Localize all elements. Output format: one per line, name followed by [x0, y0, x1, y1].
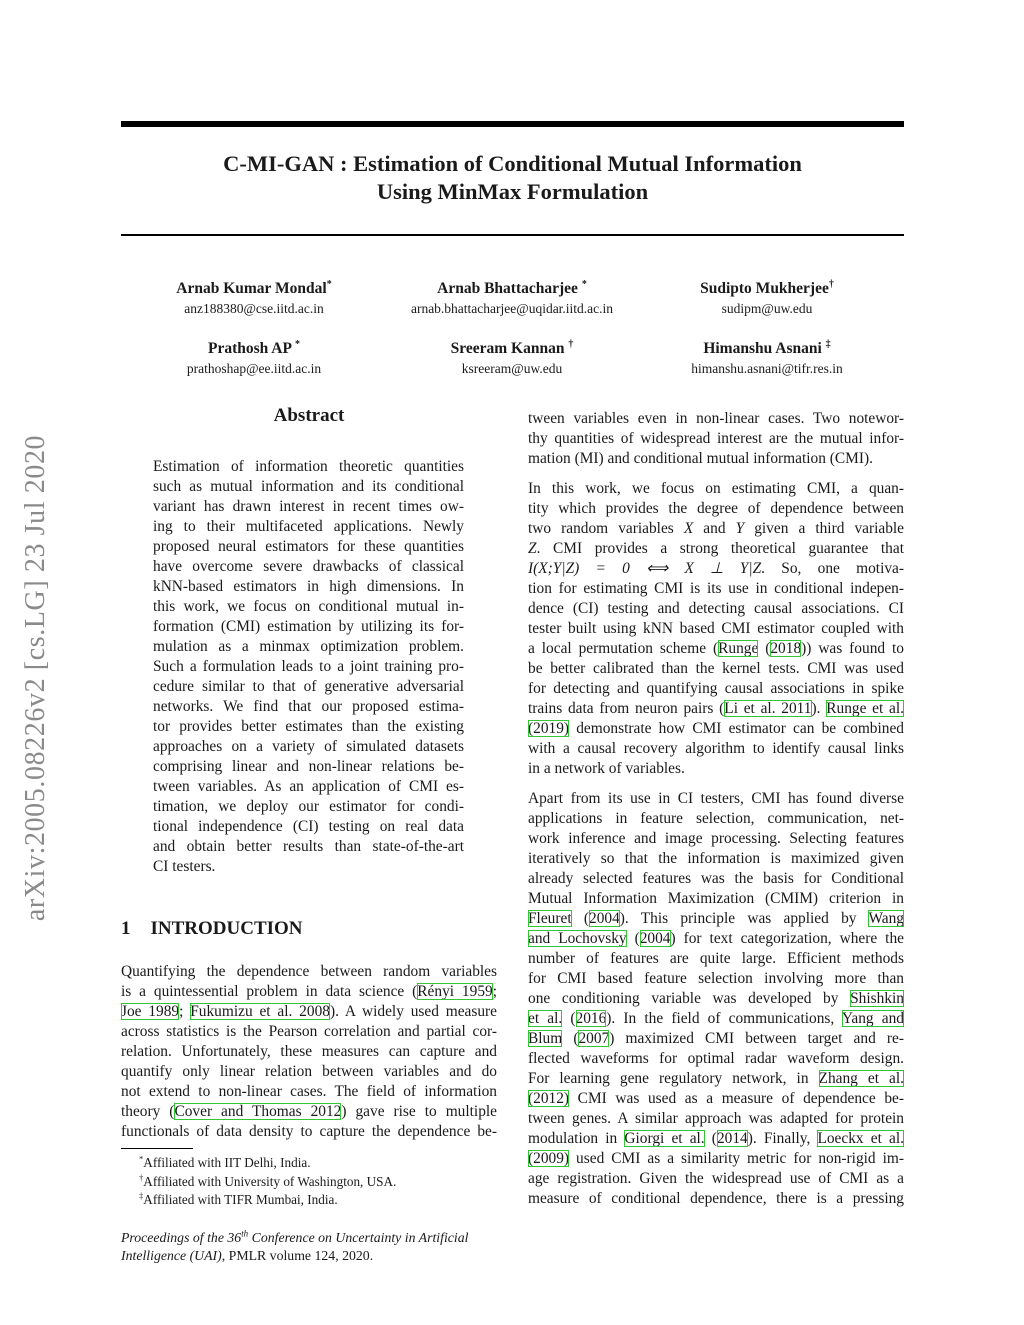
citation-link[interactable]: Joe 1989 — [121, 1003, 180, 1020]
body-line: iteratively so that the information is maximized given — [528, 850, 904, 867]
citation-link[interactable]: Wang — [868, 910, 904, 927]
abstract-line: formation (CMI) estimation by utilizing its for- — [153, 618, 464, 635]
abstract-line: proposed neural estimators for these quantities — [153, 538, 464, 555]
footnote: ‡Affiliated with TIFR Mumbai, India. — [139, 1190, 338, 1207]
citation-link[interactable]: Cover and Thomas 2012 — [174, 1103, 342, 1120]
intro-line: theory (Cover and Thomas 2012) gave rise to multiple — [121, 1103, 498, 1120]
intro-line: Joe 1989; Fukumizu et al. 2008). A widely used measure — [121, 1003, 498, 1020]
intro-line: quantify only linear relation between variables and do — [121, 1063, 497, 1080]
body-line: (2019) demonstrate how CMI estimator can be combined — [528, 720, 904, 737]
abstract-line: this work, we focus on conditional mutual in- — [153, 598, 464, 615]
body-line: (2009) used CMI as a similarity metric for non-rigid im- — [528, 1150, 904, 1167]
abstract-line: Such a formulation leads to a joint training pro- — [153, 658, 464, 675]
body-line: and Lochovsky (2004) for text categorization, where the — [528, 930, 904, 947]
body-line: one conditioning variable was developed by Shishkin — [528, 990, 904, 1007]
abstract-line: such as mutual information and its conditional — [153, 478, 464, 495]
citation-link[interactable]: et al. — [528, 1010, 563, 1027]
body-line: (2012) CMI was used as a measure of dependence be- — [528, 1090, 904, 1107]
body-line: a local permutation scheme (Runge (2018)) was found to — [528, 640, 904, 657]
citation-link[interactable]: Runge — [718, 640, 759, 657]
math-formula: I(X;Y|Z) = 0 ⟺ X ⊥ Y|Z — [528, 560, 762, 577]
citation-link[interactable]: Yang and — [841, 1010, 904, 1027]
body-line: work inference and image processing. Selecting features — [528, 830, 904, 847]
intro-line: Quantifying the dependence between random variables — [121, 963, 497, 980]
author-block: Arnab Kumar Mondal* anz188380@cse.iitd.ac.in — [176, 278, 332, 316]
body-line: trains data from neuron pairs (Li et al. 2011). Runge et al. — [528, 700, 904, 717]
author-block: Sreeram Kannan † ksreeram@uw.edu — [450, 338, 574, 376]
abstract-line: and obtain better results than state-of-the-art — [153, 838, 464, 855]
citation-link[interactable]: Li et al. 2011 — [724, 700, 812, 717]
abstract-line: cedure similar to that of generative adversarial — [153, 678, 464, 695]
abstract-line: variant has drawn interest in recent times ow- — [153, 498, 464, 515]
abstract-line: networks. We find that our proposed estima- — [153, 698, 464, 715]
body-line: number of features are quite large. Efficient methods — [528, 950, 904, 967]
body-line: thy quantities of widespread interest are the mutual infor- — [528, 430, 904, 447]
intro-line: relation. Unfortunately, these measures can capture and — [121, 1043, 497, 1060]
body-line: flected waveforms for optimal radar waveform design. — [528, 1050, 904, 1067]
citation-link[interactable]: 2004 — [639, 930, 671, 947]
body-line: et al. (2016). In the field of communications, Yang and — [528, 1010, 904, 1027]
citation-link[interactable]: 2007 — [578, 1030, 610, 1047]
body-line: already selected features was the basis for Conditional — [528, 870, 904, 887]
body-line: age registration. Given the widespread use of CMI as a — [528, 1170, 904, 1187]
citation-link[interactable]: Fleuret — [528, 910, 572, 927]
body-line: For learning gene regulatory network, in Zhang et al. — [528, 1070, 904, 1087]
arxiv-stamp: arXiv:2005.08226v2 [cs.LG] 23 Jul 2020 — [19, 434, 51, 922]
abstract-line: CI testers. — [153, 858, 216, 875]
citation-link[interactable]: Giorgi et al. — [624, 1130, 705, 1147]
body-line: applications in feature selection, communication, net- — [528, 810, 904, 827]
footnote: *Affiliated with IIT Delhi, India. — [139, 1153, 311, 1170]
body-line: Z. CMI provides a strong theoretical guarantee that — [528, 540, 904, 557]
footnote: †Affiliated with University of Washington, USA. — [139, 1172, 397, 1189]
top-rule — [121, 121, 904, 127]
body-line: be better calibrated than the kernel tests. CMI was used — [528, 660, 904, 677]
intro-line: across statistics is the Pearson correlation and partial cor- — [121, 1023, 497, 1040]
body-line: I(X;Y|Z) = 0 ⟺ X ⊥ Y|Z. So, one motiva- — [528, 560, 904, 577]
proceedings-note: Proceedings of the 36th Conference on Uncertainty in Artificial Intelligence (UAI), PMLR volume 124, 2020. — [121, 1228, 469, 1263]
body-line: tween genes. A similar approach was adapted for protein — [528, 1110, 904, 1127]
author-block: Himanshu Asnani ‡ himanshu.asnani@tifr.res.in — [691, 338, 843, 376]
abstract-line: mulation as a minmax optimization problem. — [153, 638, 464, 655]
citation-link[interactable]: 2018 — [770, 640, 802, 657]
body-line: measure of conditional dependence, there is a pressing — [528, 1190, 904, 1207]
abstract-line: tor provides better estimates than the existing — [153, 718, 464, 735]
citation-link[interactable]: Runge et al. — [826, 700, 904, 717]
section-heading: 1 INTRODUCTION — [121, 918, 303, 939]
intro-line: functionals of data density to capture the dependence be- — [121, 1123, 497, 1140]
body-line: Mutual Information Maximization (CMIM) criterion in — [528, 890, 904, 907]
body-line: mation (MI) and conditional mutual information (CMI). — [528, 450, 873, 467]
abstract-line: tional independence (CI) testing on real data — [153, 818, 464, 835]
author-block: Prathosh AP * prathoshap@ee.iitd.ac.in — [186, 338, 322, 376]
abstract-line: kNN-based estimators in high dimensions. In — [153, 578, 464, 595]
citation-link[interactable]: Shishkin — [850, 990, 904, 1007]
body-line: two random variables X and Y given a third variable — [528, 520, 905, 537]
citation-link[interactable]: (2009) — [528, 1150, 570, 1167]
citation-link[interactable]: Blum — [528, 1030, 563, 1047]
body-line: modulation in Giorgi et al. (2014). Finally, Loeckx et al. — [528, 1130, 904, 1147]
citation-link[interactable]: (2012) — [528, 1090, 570, 1107]
abstract-line: timation, we deploy our estimator for condi- — [153, 798, 464, 815]
abstract-line: have overcome severe drawbacks of classical — [153, 558, 464, 575]
body-line: Apart from its use in CI testers, CMI has found diverse — [528, 790, 904, 807]
title-rule — [121, 234, 904, 236]
abstract-line: approaches on a variety of simulated datasets — [153, 738, 464, 755]
citation-link[interactable]: and Lochovsky — [528, 930, 627, 947]
body-line: tity which provides the degree of dependence between — [528, 500, 904, 517]
citation-link[interactable]: 2014 — [716, 1130, 748, 1147]
body-line: in a network of variables. — [528, 760, 685, 777]
author-block: Sudipto Mukherjee† sudipm@uw.edu — [700, 278, 834, 316]
citation-link[interactable]: 2004 — [589, 910, 620, 927]
footnote-rule — [121, 1148, 193, 1149]
citation-link[interactable]: Zhang et al. — [818, 1070, 904, 1087]
citation-link[interactable]: 2016 — [575, 1010, 607, 1027]
citation-link[interactable]: (2019) — [528, 720, 570, 737]
body-line: tester built using kNN based CMI estimator coupled with — [528, 620, 904, 637]
citation-link[interactable]: Loeckx et al. — [817, 1130, 904, 1147]
citation-link[interactable]: Rényi 1959 — [417, 983, 493, 1000]
body-line: Fleuret (2004). This principle was applied by Wang — [528, 910, 904, 927]
body-line: for detecting and quantifying causal associations in spike — [528, 680, 904, 697]
abstract-line: comprising linear and non-linear relations be- — [153, 758, 464, 775]
abstract-heading: Abstract — [273, 405, 345, 426]
abstract-line: Estimation of information theoretic quantities — [153, 458, 464, 475]
body-line: tion for estimating CMI is its use in conditional indepen- — [528, 580, 904, 597]
citation-link[interactable]: Fukumizu et al. 2008 — [190, 1003, 330, 1020]
author-block: Arnab Bhattacharjee * arnab.bhattacharjee@uqidar.iitd.ac.in — [410, 278, 614, 316]
body-line: In this work, we focus on estimating CMI, a quan- — [528, 480, 904, 497]
body-line: for CMI based feature selection involving more than — [528, 970, 904, 987]
body-line: Blum (2007) maximized CMI between target and re- — [528, 1030, 904, 1047]
paper-title: C-MI-GAN : Estimation of Conditional Mutual Information Using MinMax Formulation — [223, 151, 802, 204]
abstract-line: ing to their multifaceted applications. Newly — [153, 518, 464, 535]
intro-line: not extend to non-linear cases. The field of information — [121, 1083, 497, 1100]
body-line: dence (CI) testing and detecting causal associations. CI — [528, 600, 904, 617]
intro-line: is a quintessential problem in data science (Rényi 1959; — [121, 983, 497, 1000]
body-line: tween variables even in non-linear cases. Two notewor- — [528, 410, 904, 427]
abstract-line: tween variables. As an application of CMI es- — [153, 778, 464, 795]
body-line: with a causal recovery algorithm to identify causal links — [528, 740, 904, 757]
